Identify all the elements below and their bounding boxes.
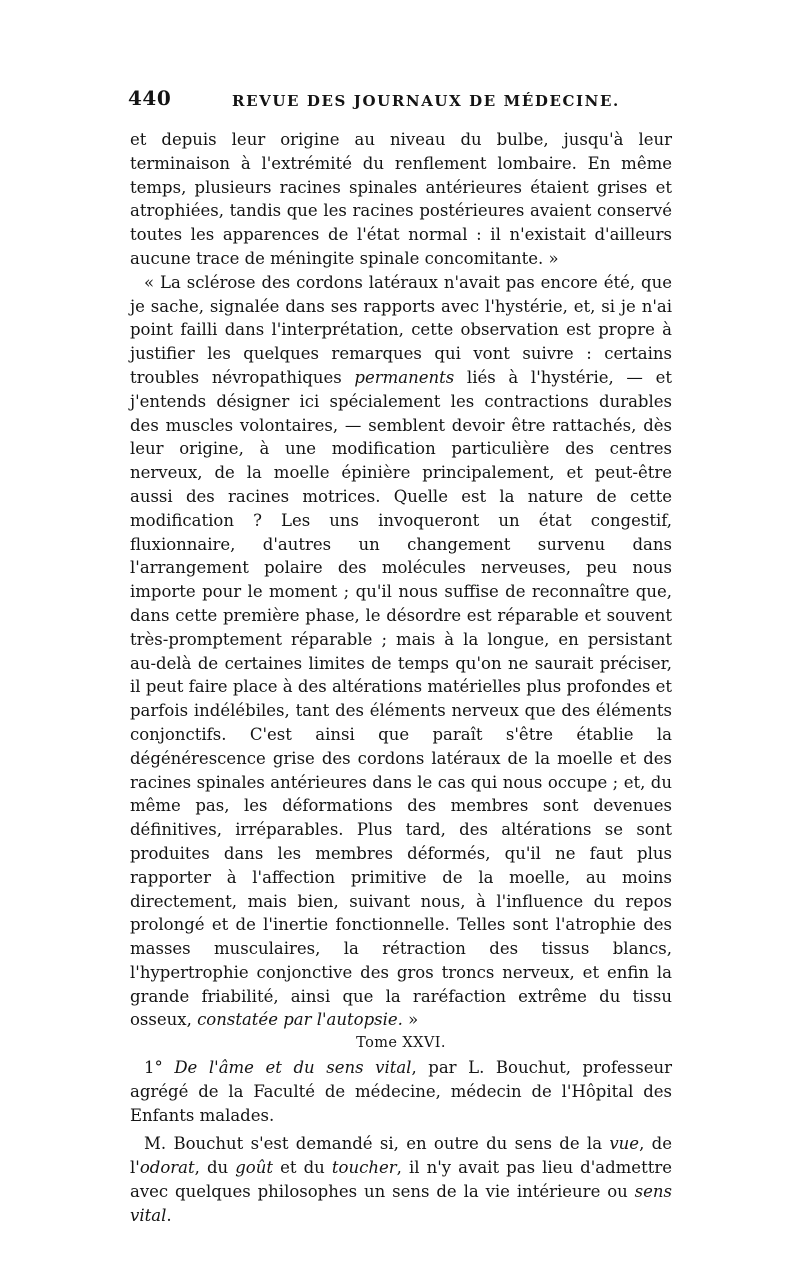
text-run: liés à l'hystérie, — et j'entends désigner ici spécialement les contractions durables des muscles volontaires, — semblent devoir être rattachés, dès leur origine, à une modification particulière des centres nerveux, de la moelle épinière principalement, et peut-être aussi des racines motrices. Quelle est la nature de cette modification ? Les uns invoqueront un état congestif, fluxionnaire, d'autres un changement survenu dans l'arrangement polaire des molécules nerveuses, peu nous importe pour le moment ; qu'il nous suffise de reconnaître que, dans cette première phase, le désordre est réparable et souvent très-promptement réparable ; mais à la longue, en persistant au-delà de certaines limites de temps qu'on ne saurait préciser, il peut faire place à des altérations matérielles plus profondes et parfois indélébiles, tant des éléments nerveux que des éléments conjonctifs. C'est ainsi que paraît s'être établie la dégénérescence grise des cordons latéraux de la moelle et des racines spinales antérieures dans le cas qui nous occupe ; et, du même pas, les déformations des membres sont devenues définitives, irréparables. Plus tard, des altérations se sont produites dans les membres déformés, qu'il ne faut plus rapporter à l'affection primitive de la moelle, au moins directement, mais bien, suivant nous, à l'influence du repos prolongé et de l'inertie fonctionnelle. Telles sont l'atrophie des masses musculaires, la rétraction des tissus blancs, l'hypertrophie conjonctive des gros troncs nerveux, et enfin la grande friabilité, ainsi que la raréfaction extrême du tissu osseux, xyxy=(130,367,673,1030)
italic-term: toucher xyxy=(331,1158,397,1178)
text-run: et du xyxy=(273,1158,332,1178)
page-number: 440 xyxy=(128,86,172,110)
running-title: REVUE DES JOURNAUX DE MÉDECINE. xyxy=(232,92,620,110)
italic-term: permanents xyxy=(354,367,455,387)
page-body xyxy=(130,128,672,1228)
quote-continuation-paragraph: et depuis leur origine au niveau du bulbe, jusqu'à leur terminaison à l'extrémité du renflement lombaire. En même temps, plusieurs racines spinales antérieures étaient grises et atrophiées, tandis que les racines postérieures avaient conservé toutes les apparences de l'état normal : il n'existait d'ailleurs aucune trace de méningite spinale concomitante. » xyxy=(130,130,672,268)
entry-number: 1° xyxy=(144,1058,175,1078)
italic-term: constatée par l'autopsie. xyxy=(197,1010,403,1030)
text-run: , de l' xyxy=(130,1134,672,1178)
italic-term: goût xyxy=(235,1158,274,1178)
text-run: « La sclérose des cordons latéraux n'avait pas encore été, que je sache, signalée dans ses rapports avec l'hystérie, et, si je n'ai point failli dans l'interprétation, cette observation est propre à justifier les quelques remarques qui vont suivre : certains troubles névropathiques xyxy=(130,272,672,387)
italic-term: vue xyxy=(609,1134,640,1154)
text-run: M. Bouchut s'est demandé si, en outre du sens de la xyxy=(144,1134,610,1154)
volume-caption: Tome XXVI. xyxy=(356,1035,446,1052)
text-run: , par L. Bouchut, professeur agrégé de la Faculté de médecine, médecin de l'Hôpital des Enfants malades. xyxy=(130,1058,672,1125)
sclerosis-paragraph xyxy=(130,271,672,1033)
italic-term: sens vital xyxy=(130,1182,672,1225)
bouchut-paragraph xyxy=(130,1132,672,1227)
text-run: . xyxy=(166,1205,172,1225)
text-run: » xyxy=(402,1010,419,1030)
book-title: De l'âme et du sens vital xyxy=(174,1058,412,1078)
book-entry-paragraph xyxy=(130,1056,672,1127)
italic-term: odorat xyxy=(139,1158,195,1178)
text-run: , il n'y avait pas lieu d'admettre avec quelques philosophes un sens de la vie intérieure ou xyxy=(130,1158,672,1202)
text-run: , du xyxy=(194,1158,236,1178)
